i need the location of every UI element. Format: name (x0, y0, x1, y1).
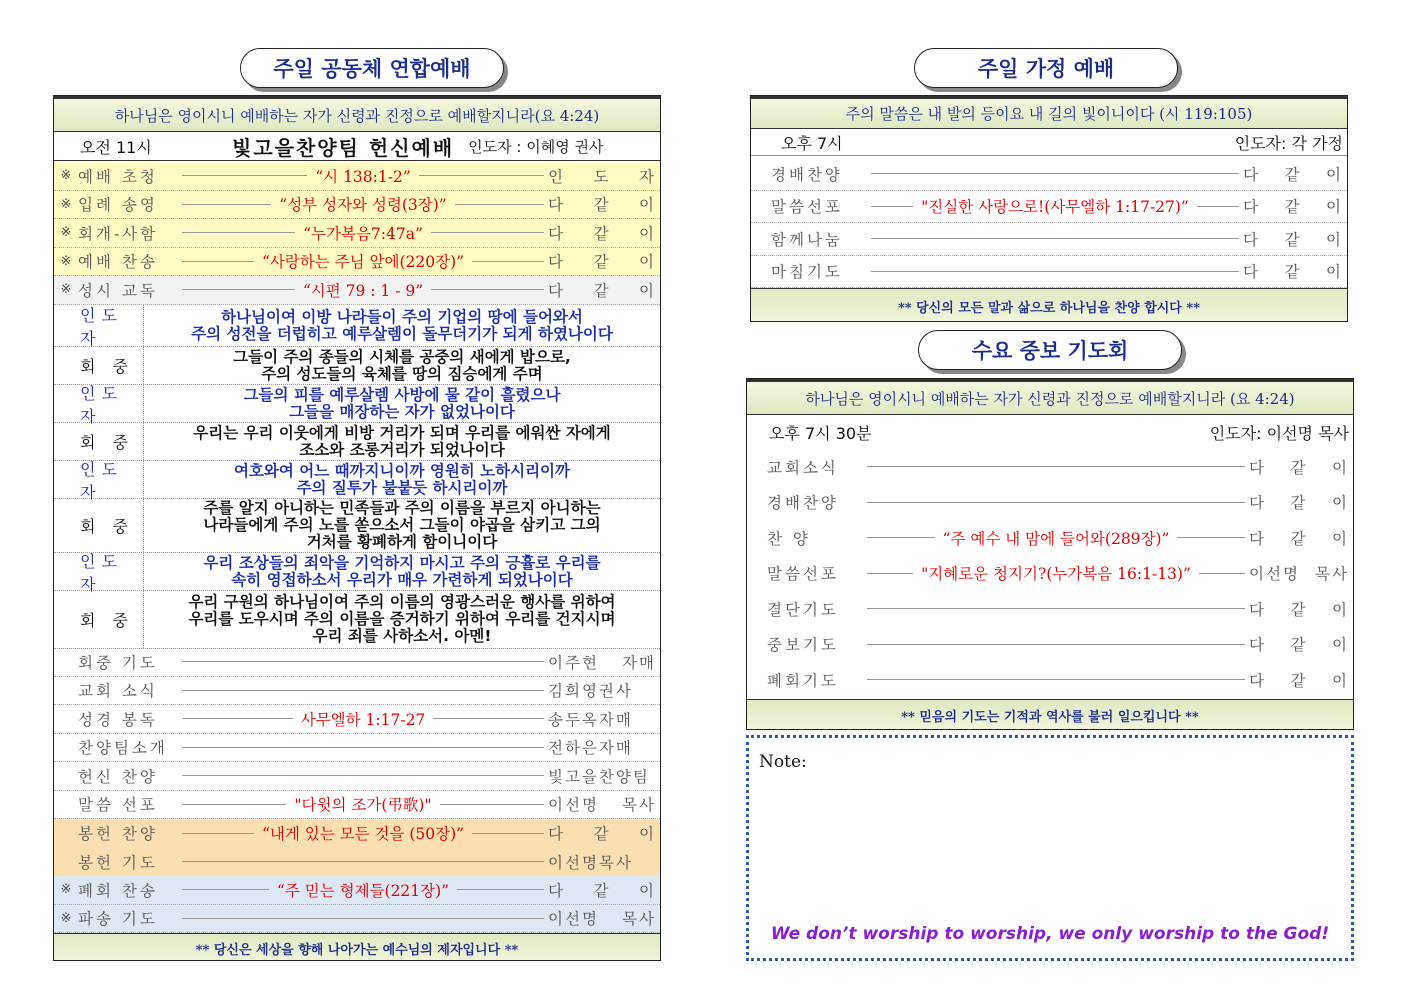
responsive-text-content: 주를 알지 아니하는 민족들과 주의 이름을 부르지 아니하는 나라들에게 주의 노를 쏟으소서 그들이 야곱을 삼키고 그의 거처를 황폐하게 함이니이다 (203, 499, 601, 551)
dash-line (867, 573, 913, 574)
home-order-leader-line (867, 195, 1243, 217)
wednesday-prayer-title-text: 수요 중보 기도회 (971, 339, 1129, 363)
sunday-order-item-label: 예배 찬송 (78, 253, 158, 272)
sunday-order-row (54, 276, 660, 305)
sunday-leader: 인도자 : 이혜영 권사 (468, 137, 604, 156)
responsive-role: 인도자 (54, 461, 144, 498)
sunday-order-item-person: 이선명목사 (548, 853, 633, 872)
home-footer-text: ** 당신의 모든 말과 삶으로 하나님을 찬양 합시다 ** (897, 300, 1200, 316)
note-box (746, 735, 1354, 961)
home-leader: 인도자: 각 가정 (1234, 133, 1343, 153)
wed-order-row (747, 627, 1353, 663)
sunday-order-item-label: 찬양팀소개 (78, 739, 168, 758)
sunday-order-row (54, 848, 660, 877)
sunday-order-item-person: 송두옥자매 (548, 710, 633, 729)
home-order-row (751, 256, 1347, 289)
sunday-order-leader-line (178, 279, 548, 301)
sunday-order-item-detail: “내게 있는 모든 것을 (50장)” (261, 825, 465, 844)
sunday-order-leader-line (178, 165, 548, 187)
home-order-item-label: 경배찬양 (771, 165, 843, 184)
sunday-order-required-mark: ※ (60, 910, 72, 926)
sunday-order-required-mark: ※ (60, 253, 72, 269)
dash-line (182, 775, 544, 776)
sunday-order-row (54, 791, 660, 820)
home-order-item-person: 다 같 이 (1243, 165, 1343, 184)
home-order-item-person: 다 같 이 (1243, 198, 1343, 217)
dash-line (867, 502, 1245, 503)
home-banner (751, 96, 1347, 129)
sunday-order-item-person: 다 같 이 (548, 196, 656, 215)
dash-line (431, 289, 544, 290)
wed-order-leader-line (863, 466, 1249, 467)
wed-order-row (747, 591, 1353, 627)
sunday-order-leader-line (178, 747, 548, 748)
sunday-order-row (54, 876, 660, 905)
sunday-footer (54, 933, 660, 961)
wed-footer-text: ** 믿음의 기도는 기적과 역사를 불러 일으킵니다 ** (901, 710, 1199, 725)
wed-order-leader-line (863, 608, 1249, 609)
sunday-service-title-text: 주일 공동체 연합예배 (273, 57, 471, 81)
sunday-order-leader-line (178, 690, 548, 691)
sunday-order-item-person: 이주현 자매 (548, 653, 656, 672)
dash-line (867, 608, 1245, 609)
sunday-order-leader-line (178, 708, 548, 730)
responsive-reading-row (54, 591, 660, 649)
wed-order-item-person: 이선명 목사 (1249, 565, 1349, 584)
dash-line (182, 833, 254, 834)
dash-line (182, 889, 269, 890)
wed-order-leader-line (863, 644, 1249, 645)
dash-line (871, 206, 913, 207)
sunday-order-required-mark: ※ (60, 225, 72, 241)
wed-order-row (747, 449, 1353, 485)
dash-line (182, 661, 544, 662)
dash-line (182, 718, 293, 719)
wed-order-item-detail: "지혜로운 청지기?(누가복음 16:1-13)” (921, 565, 1191, 584)
sunday-order-leader-line (178, 661, 548, 662)
sunday-order-leader-line (178, 861, 548, 862)
sunday-order-item-label: 회중 기도 (78, 653, 158, 672)
responsive-text-content: 우리 구원의 하나님이여 주의 이름의 영광스러운 행사를 위하여 우리를 도우시며 주의 이름을 증거하기 위하여 우리를 건지시며 우리 죄를 사하소서. 아멘! (188, 593, 616, 645)
responsive-text (144, 553, 660, 590)
wed-order-row (747, 662, 1353, 698)
wed-order-item-label: 중보기도 (767, 636, 839, 655)
note-label: Note: (759, 752, 807, 772)
responsive-text-content: 그들이 주의 종들의 시체를 공중의 새에게 밥으로, 주의 성도들의 육체를 땅의 짐승에게 주며 (233, 347, 571, 383)
dash-line (867, 466, 1245, 467)
wed-order-item-label: 결단기도 (767, 600, 839, 619)
wed-order-item-label: 찬 양 (767, 529, 811, 548)
dash-line (871, 238, 1239, 239)
dash-line (182, 747, 544, 748)
sunday-order-row (54, 762, 660, 791)
dash-line (1197, 206, 1239, 207)
sunday-order-required-mark: ※ (60, 168, 72, 184)
sunday-order-row (54, 648, 660, 677)
sunday-order-row (54, 677, 660, 706)
sunday-order-item-person: 다 같 이 (548, 224, 656, 243)
sunday-order-item-detail: “주 믿는 형제들(221장)” (276, 881, 450, 900)
dash-line (871, 173, 1239, 174)
sunday-order-item-person: 전하은자매 (548, 739, 633, 758)
sunday-order-item-label: 말씀 선포 (78, 796, 158, 815)
wed-header (747, 415, 1353, 449)
sunday-order-leader-line (178, 918, 548, 919)
home-time: 오후 7시 (781, 133, 843, 153)
dash-line (455, 204, 544, 205)
sunday-order-item-person: 이선명 목사 (548, 796, 656, 815)
wed-banner-text: 하나님은 영이시니 예배하는 자가 신령과 진정으로 예배할지니라 (요 4:24) (805, 389, 1295, 408)
responsive-reading-row (54, 423, 660, 461)
wed-order-leader-line (863, 502, 1249, 503)
dash-line (867, 679, 1245, 680)
responsive-reading-row (54, 347, 660, 385)
dash-line (871, 271, 1239, 272)
dash-line (867, 644, 1245, 645)
home-order-item-label: 마침기도 (771, 263, 843, 282)
responsive-text-content: 하나님이여 이방 나라들이 주의 기업의 땅에 들어와서 주의 성전을 더럽히고 예루살렘이 돌무더기가 되게 하였나이다 (191, 307, 613, 343)
responsive-text (144, 385, 660, 422)
sunday-order-item-label: 교회 소식 (78, 682, 158, 701)
dash-line (182, 175, 307, 176)
home-header (751, 129, 1347, 156)
sunday-order-item-detail: "다윗의 조가(弔歌)" (294, 796, 432, 815)
home-worship-title-text: 주일 가정 예배 (977, 57, 1115, 81)
sunday-order-leader-line (178, 250, 548, 272)
responsive-text-content: 여호와여 어느 때까지니이까 영원히 노하시리이까 주의 질투가 불붙듯 하시리이까 (233, 461, 571, 497)
sunday-service-title (240, 48, 504, 88)
home-order-leader-line (867, 173, 1243, 174)
wed-order-leader-line (863, 527, 1249, 549)
sunday-order-row (54, 705, 660, 734)
sunday-order-leader-line (178, 793, 548, 815)
sunday-time: 오전 11시 (80, 137, 152, 157)
dash-line (472, 833, 544, 834)
wed-order-leader-line (863, 562, 1249, 584)
responsive-role: 인도자 (54, 553, 144, 590)
sunday-order-row (54, 819, 660, 848)
dash-line (433, 718, 544, 719)
responsive-role: 회 중 (54, 423, 144, 460)
wed-footer (747, 699, 1353, 730)
responsive-text-content: 우리는 우리 이웃에게 비방 거리가 되며 우리를 에워싼 자에게 조소와 조롱거리가 되었나이다 (193, 423, 611, 459)
responsive-reading-row (54, 305, 660, 347)
responsive-text-content: 우리 조상들의 죄악을 기억하지 마시고 주의 긍휼로 우리를 속히 영접하소서 우리가 매우 가련하게 되었나이다 (203, 553, 601, 589)
sunday-order-item-label: 예배 초청 (78, 167, 158, 186)
sunday-order-item-person: 인 도 자 (548, 167, 656, 186)
wed-order-item-label: 폐회기도 (767, 671, 839, 690)
sunday-order-item-person: 빛고을찬양팀 (548, 767, 650, 786)
sunday-order-required-mark: ※ (60, 196, 72, 212)
sunday-order-item-label: 성시 교독 (78, 281, 158, 300)
dash-line (182, 804, 286, 805)
wed-time: 오후 7시 30분 (769, 423, 872, 443)
home-banner-text: 주의 말씀은 내 발의 등이요 내 길의 빛이니이다 (시 119:105) (845, 105, 1253, 123)
sunday-banner (54, 96, 660, 132)
sunday-order-item-person: 다 같 이 (548, 881, 656, 900)
home-worship-panel (750, 95, 1348, 322)
responsive-text (144, 347, 660, 384)
dash-line (1199, 573, 1245, 574)
wednesday-prayer-title (918, 330, 1182, 370)
sunday-order-item-detail: “시 138:1-2” (315, 167, 411, 186)
dash-line (431, 232, 544, 233)
dash-line (182, 232, 295, 233)
sunday-order-item-person: 김희영권사 (548, 682, 633, 701)
home-worship-title (914, 48, 1178, 88)
dash-line (182, 690, 544, 691)
sunday-service-panel (53, 95, 661, 961)
note-quote: We don’t worship to worship, we only worship to the God! (770, 924, 1330, 944)
sunday-order-required-mark: ※ (60, 282, 72, 298)
sunday-order-item-detail: “성부 성자와 성령(3장)” (279, 196, 447, 215)
sunday-order-item-label: 헌신 찬양 (78, 767, 158, 786)
home-order-leader-line (867, 238, 1243, 239)
wed-order-item-person: 다 같 이 (1249, 636, 1349, 655)
sunday-banner-text: 하나님은 영이시니 예배하는 자가 신령과 진정으로 예배할지니라(요 4:24) (114, 106, 600, 125)
home-order-row (751, 191, 1347, 224)
responsive-role: 회 중 (54, 499, 144, 552)
sunday-order-required-mark: ※ (60, 882, 72, 898)
dash-line (182, 861, 544, 862)
wed-banner (747, 379, 1353, 415)
dash-line (472, 261, 544, 262)
wed-order-item-person: 다 같 이 (1249, 458, 1349, 477)
home-order-item-label: 함께나눔 (771, 230, 843, 249)
responsive-role: 인도자 (54, 305, 144, 346)
wed-order-item-person: 다 같 이 (1249, 671, 1349, 690)
responsive-role: 회 중 (54, 591, 144, 648)
wed-order-item-label: 경배찬양 (767, 494, 839, 513)
sunday-order-item-label: 폐회 찬송 (78, 881, 158, 900)
sunday-order-item-person: 다 같 이 (548, 825, 656, 844)
sunday-order-row (54, 219, 660, 248)
responsive-role: 인도자 (54, 385, 144, 422)
responsive-text-content: 그들의 피를 예루살렘 사방에 물 같이 흘렸으나 그들을 매장하는 자가 없었나이다 (243, 385, 561, 421)
sunday-order-item-detail: “누가복음7:47a” (303, 224, 423, 243)
sunday-order-item-label: 파송 기도 (78, 910, 158, 929)
sunday-order-item-label: 봉헌 기도 (78, 853, 158, 872)
dash-line (457, 889, 544, 890)
wed-order-leader-line (863, 679, 1249, 680)
sunday-order-leader-line (178, 222, 548, 244)
wed-order-item-label: 말씀선포 (767, 565, 839, 584)
dash-line (182, 289, 295, 290)
sunday-order-item-person: 다 같 이 (548, 281, 656, 300)
wed-order-item-label: 교회소식 (767, 458, 839, 477)
dash-line (867, 537, 935, 538)
sunday-order-row (54, 248, 660, 277)
sunday-order-leader-line (178, 822, 548, 844)
home-order-leader-line (867, 271, 1243, 272)
sunday-order-item-detail: “사랑하는 주님 앞에(220장)” (261, 253, 465, 272)
home-order-item-detail: "진실한 사랑으로!(사무엘하 1:17-27)” (921, 198, 1189, 217)
responsive-text (144, 423, 660, 460)
responsive-reading-row (54, 383, 660, 426)
home-order-row (751, 158, 1347, 191)
wed-order-item-person: 다 같 이 (1249, 529, 1349, 548)
sunday-footer-text: ** 당신은 세상을 향해 나아가는 예수님의 제자입니다 ** (195, 942, 519, 958)
sunday-order-item-person: 이선명 목사 (548, 910, 656, 929)
home-order-item-person: 다 같 이 (1243, 230, 1343, 249)
home-footer (751, 288, 1347, 322)
dash-line (182, 918, 544, 919)
sunday-order-row (54, 905, 660, 934)
dash-line (440, 804, 544, 805)
wed-order-row (747, 520, 1353, 556)
sunday-order-row (54, 191, 660, 220)
sunday-order-leader-line (178, 775, 548, 776)
sunday-order-row (54, 734, 660, 763)
sunday-order-item-person: 다 같 이 (548, 253, 656, 272)
dash-line (1177, 537, 1245, 538)
responsive-text (144, 305, 660, 346)
sunday-header (54, 132, 660, 161)
sunday-order-item-detail: “시편 79 : 1 - 9” (302, 281, 424, 300)
sunday-order-leader-line (178, 879, 548, 901)
wed-order-item-person: 다 같 이 (1249, 600, 1349, 619)
responsive-reading-row (54, 551, 660, 594)
dash-line (182, 261, 254, 262)
wednesday-prayer-panel (746, 378, 1354, 730)
responsive-reading-row (54, 459, 660, 502)
sunday-order-item-detail: 사무엘하 1:17-27 (300, 710, 426, 729)
sunday-service-name: 빛고을찬양팀 헌신예배 (232, 135, 455, 160)
wed-order-row (747, 556, 1353, 592)
sunday-order-item-label: 성경 봉독 (78, 710, 158, 729)
wed-leader: 인도자: 이선명 목사 (1209, 423, 1349, 443)
responsive-role: 회 중 (54, 347, 144, 384)
home-order-row (751, 223, 1347, 256)
home-order-item-label: 말씀선포 (771, 198, 843, 217)
sunday-order-item-label: 입례 송영 (78, 196, 158, 215)
sunday-order-item-label: 회개-사함 (78, 224, 159, 243)
responsive-reading-row (54, 499, 660, 553)
responsive-text (144, 591, 660, 648)
responsive-text (144, 499, 660, 552)
sunday-order-leader-line (178, 193, 548, 215)
dash-line (419, 175, 544, 176)
sunday-order-item-label: 봉헌 찬양 (78, 825, 158, 844)
responsive-text (144, 461, 660, 498)
wed-order-item-detail: “주 예수 내 맘에 들어와(289장)” (942, 529, 1170, 548)
wed-order-row (747, 485, 1353, 521)
sunday-order-row (54, 162, 660, 191)
wed-order-item-person: 다 같 이 (1249, 494, 1349, 513)
dash-line (182, 204, 271, 205)
home-order-item-person: 다 같 이 (1243, 263, 1343, 282)
